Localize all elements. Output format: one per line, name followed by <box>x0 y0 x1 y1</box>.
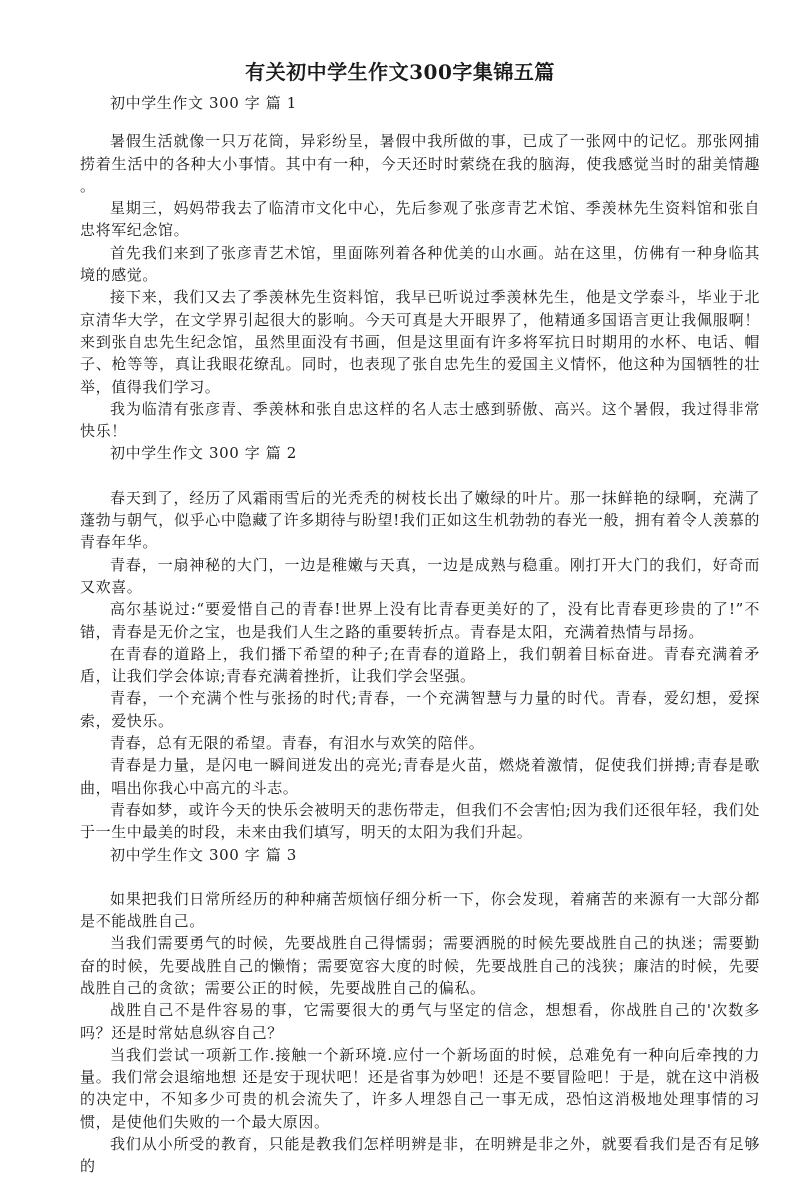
section-heading: 初中学生作文 300 字 篇 1 <box>110 94 297 112</box>
paragraph: 青春，一个充满个性与张扬的时代;青春，一个充满智慧与力量的时代。青春，爱幻想，爱探索，爱快乐。 <box>80 689 760 730</box>
paragraph: 我为临清有张彦青、季羡林和张自忠这样的名人志士感到骄傲、高兴。这个暑假，我过得非常快乐！ <box>80 399 760 441</box>
paragraph: 星期三，妈妈带我去了临清市文化中心，先后参观了张彦青艺术馆、季羡林先生资料馆和张自忠将军纪念馆。 <box>80 199 760 240</box>
paragraph: 青春，总有无限的希望。青春，有泪水与欢笑的陪伴。 <box>110 734 485 753</box>
paragraph: 当我们尝试一项新工作.接触一个新环境.应付一个新场面的时候，总难免有一种向后牵拽的力量。我们常会退缩地想 还是安于现状吧！还是省事为妙吧！还是不要冒险吧！于是，就在这中消极的决定中，不知多少可贵的机会流失了，许多人埋怨自己一事无成，恐怕这消极地处理事情的习惯，是使他们失败的一个最大原因。 <box>80 1045 760 1131</box>
paragraph: 我们从小所受的教育，只能是教我们怎样明辨是非，在明辨是非之外，就要看我们是否有足够的 <box>80 1135 760 1176</box>
paragraph: 青春是力量，是闪电一瞬间迸发出的亮光;青春是火苗，燃烧着激情，促使我们拼搏;青春是歌曲，唱出你我心中高亢的斗志。 <box>80 756 760 797</box>
paragraph: 高尔基说过:“要爱惜自己的青春!世界上没有比青春更美好的了，没有比青春更珍贵的了!”不错，青春是无价之宝，也是我们人生之路的重要转折点。青春是太阳，充满着热情与昂扬。 <box>80 600 760 641</box>
paragraph: 如果把我们日常所经历的种种痛苦烦恼仔细分析一下，你会发现，着痛苦的来源有一大部分都是不能战胜自己。 <box>80 889 760 931</box>
paragraph: 春天到了，经历了风霜雨雪后的光秃秃的树枝长出了嫩绿的叶片。那一抹鲜艳的绿啊，充满了蓬勃与朝气，似乎心中隐藏了许多期待与盼望!我们正如这生机勃勃的春光一般，拥有着令人羡慕的青春年华。 <box>80 488 760 552</box>
paragraph: 当我们需要勇气的时候，先要战胜自己得懦弱；需要洒脱的时候先要战胜自己的执迷；需要勤奋的时候，先要战胜自己的懒惰；需要宽容大度的时候，先要战胜自己的浅狭；廉洁的时候，先要战胜自己的贪欲；需要公正的时候，先要战胜自己的偏私。 <box>80 934 760 997</box>
paragraph: 在青春的道路上，我们播下希望的种子;在青春的道路上，我们朝着目标奋进。青春充满着矛盾，让我们学会体谅;青春充满着挫折，让我们学会坚强。 <box>80 644 760 686</box>
document-body <box>80 92 760 1178</box>
paragraph: 首先我们来到了张彦青艺术馆，里面陈列着各种优美的山水画。站在这里，仿佛有一种身临其境的感觉。 <box>80 243 760 285</box>
section-heading: 初中学生作文 300 字 篇 3 <box>110 845 297 864</box>
section-heading: 初中学生作文 300 字 篇 2 <box>110 444 297 463</box>
paragraph: 战胜自己不是件容易的事，它需要很大的勇气与坚定的信念，想想看，你战胜自己的'次数多吗？还是时常姑息纵容自己？ <box>80 1001 760 1042</box>
paragraph: 青春如梦，或许今天的快乐会被明天的悲伤带走，但我们不会害怕;因为我们还很年轻，我们处于一生中最美的时段，未来由我们填写，明天的太阳为我们升起。 <box>80 800 760 842</box>
paragraph: 接下来，我们又去了季羡林先生资料馆，我早已听说过季羡林先生，他是文学泰斗，毕业于北京清华大学，在文学界引起很大的影响。今天可真是大开眼界了，他精通多国语言更让我佩服啊！来到张自忠先生纪念馆，虽然里面没有书画，但是这里面有许多将军抗日时期用的水杯、电话、帽子、枪等等，真让我眼花缭乱。同时，也表现了张自忠先生的爱国主义情怀，他这种为国牺牲的壮举，值得我们学习。 <box>80 288 760 396</box>
document-title: 有关初中学生作文300字集锦五篇 <box>245 60 555 84</box>
paragraph: 青春，一扇神秘的大门，一边是稚嫩与天真，一边是成熟与稳重。刚打开大门的我们，好奇而又欢喜。 <box>80 555 760 596</box>
paragraph: 暑假生活就像一只万花筒，异彩纷呈，暑假中我所做的事，已成了一张网中的记忆。那张网捕捞着生活中的各种大小事情。其中有一种，今天还时时萦绕在我的脑海，使我感觉当时的甜美情趣 。 <box>80 132 760 195</box>
